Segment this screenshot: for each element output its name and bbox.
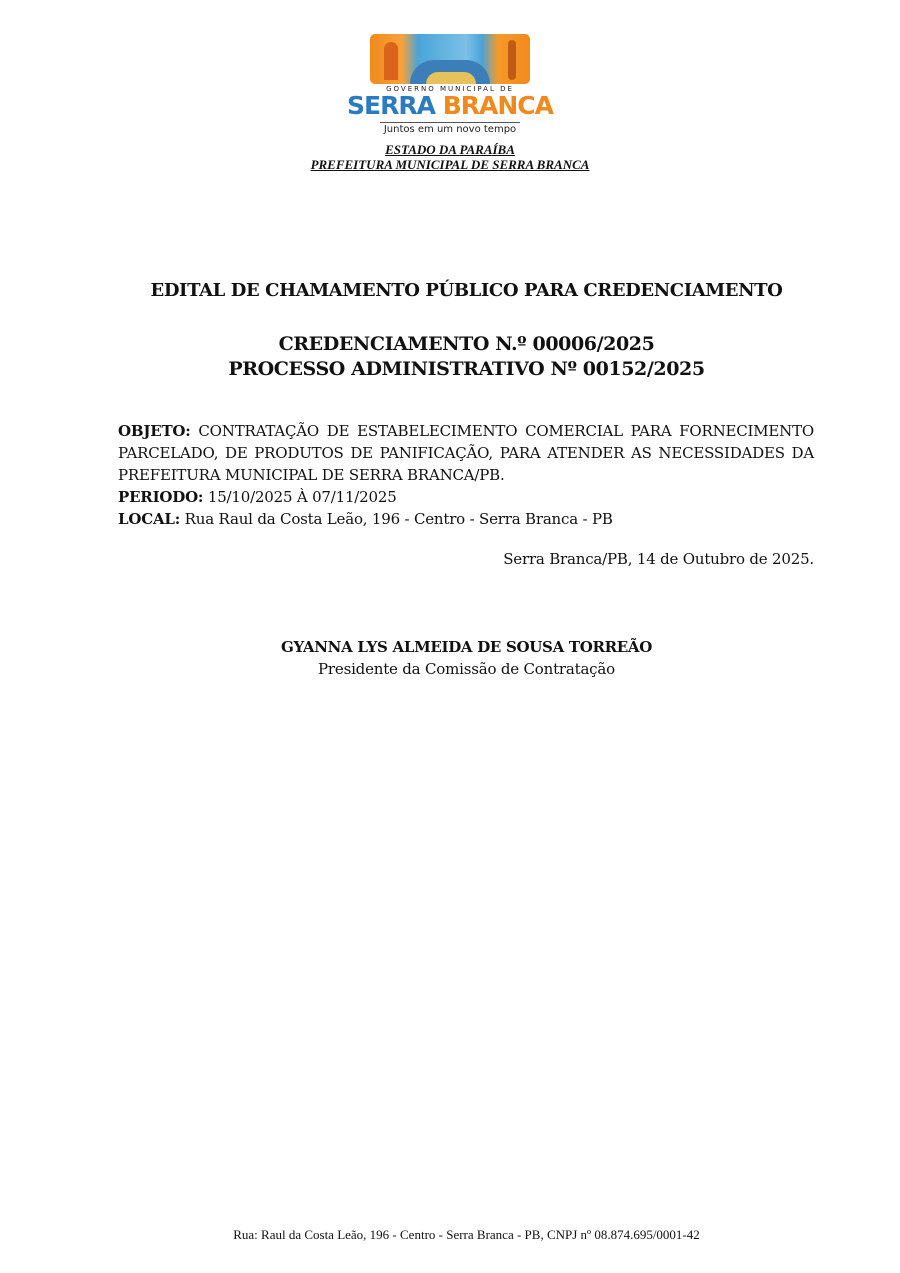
local-text: Rua Raul da Costa Leão, 196 - Centro - Serra Branca - PB xyxy=(184,510,613,528)
page-footer: Rua: Raul da Costa Leão, 196 - Centro - Serra Branca - PB, CNPJ nº 08.874.695/0001-42 xyxy=(233,1227,700,1242)
document-title: EDITAL DE CHAMAMENTO PÚBLICO PARA CREDENCIAMENTO xyxy=(150,280,783,301)
periodo-label: PERIODO: xyxy=(118,488,204,506)
dateline: Serra Branca/PB, 14 de Outubro de 2025. xyxy=(503,550,814,568)
municipal-logo xyxy=(340,34,560,138)
prefeitura-heading: PREFEITURA MUNICIPAL DE SERRA BRANCA xyxy=(310,157,590,172)
objeto-label: OBJETO: xyxy=(118,422,191,440)
periodo-text: 15/10/2025 À 07/11/2025 xyxy=(207,488,397,506)
logo-divider xyxy=(380,122,520,123)
church-icon xyxy=(384,42,398,80)
local-label: LOCAL: xyxy=(118,510,181,528)
cactus-icon xyxy=(508,40,516,80)
logo-wordmark: SERRA BRANCA xyxy=(347,91,553,120)
local-line xyxy=(118,508,814,530)
objeto-paragraph xyxy=(118,420,814,486)
letterhead xyxy=(0,34,900,173)
logo-slogan: Juntos em um novo tempo xyxy=(383,124,517,135)
signatory-name: GYANNA LYS ALMEIDA DE SOUSA TORREÃO xyxy=(280,638,653,656)
periodo-line xyxy=(118,486,814,508)
objeto-text: CONTRATAÇÃO DE ESTABELECIMENTO COMERCIAL PARA FORNECIMENTO PARCELADO, DE PRODUTOS DE PANIFICAÇÃO, PARA ATENDER AS NECESSIDADES DA PREFEITURA MUNICIPAL DE SERRA BRANCA/PB. xyxy=(118,422,814,484)
processo-number: PROCESSO ADMINISTRATIVO Nº 00152/2025 xyxy=(228,358,705,380)
state-heading: ESTADO DA PARAÍBA xyxy=(385,142,515,157)
document-body xyxy=(118,420,814,530)
logo-illustration xyxy=(370,34,530,84)
signature-block xyxy=(0,636,900,680)
logo-top-text: GOVERNO MUNICIPAL DE xyxy=(386,85,514,93)
signatory-role: Presidente da Comissão de Contratação xyxy=(318,660,615,678)
credenciamento-number: CREDENCIAMENTO N.º 00006/2025 xyxy=(278,333,655,355)
